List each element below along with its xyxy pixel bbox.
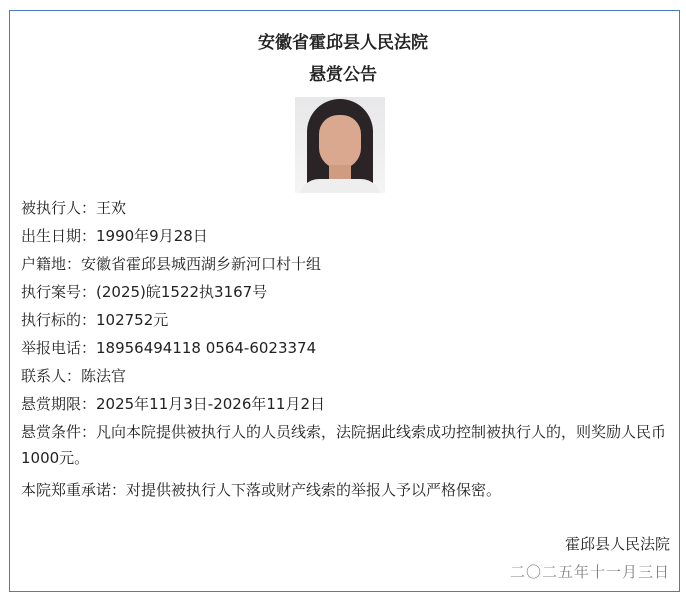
field-case-number: 执行案号：(2025)皖1522执3167号	[21, 283, 268, 301]
reward-conditions: 悬赏条件：凡向本院提供被执行人的人员线索，法院据此线索成功控制被执行人的，则奖励人民币1000元。	[21, 423, 667, 467]
confidentiality-promise: 本院郑重承诺：对提供被执行人下落或财产线索的举报人予以严格保密。	[21, 481, 502, 499]
field-name: 被执行人：王欢	[21, 199, 127, 217]
field-period: 悬赏期限：2025年11月3日-2026年11月2日	[21, 395, 326, 413]
court-title: 安徽省霍邱县人民法院	[258, 33, 428, 53]
suspect-photo	[295, 97, 385, 193]
issue-date: 二〇二五年十一月三日	[509, 563, 670, 581]
field-phone: 举报电话：18956494118 0564-6023374	[21, 339, 317, 357]
signature: 霍邱县人民法院	[564, 535, 670, 553]
field-residence: 户籍地：安徽省霍邱县城西湖乡新河口村十组	[21, 255, 322, 273]
field-contact: 联系人：陈法官	[21, 367, 127, 385]
field-amount: 执行标的：102752元	[21, 311, 169, 329]
field-birthdate: 出生日期：1990年9月28日	[21, 227, 208, 245]
notice-title: 悬赏公告	[309, 65, 377, 85]
